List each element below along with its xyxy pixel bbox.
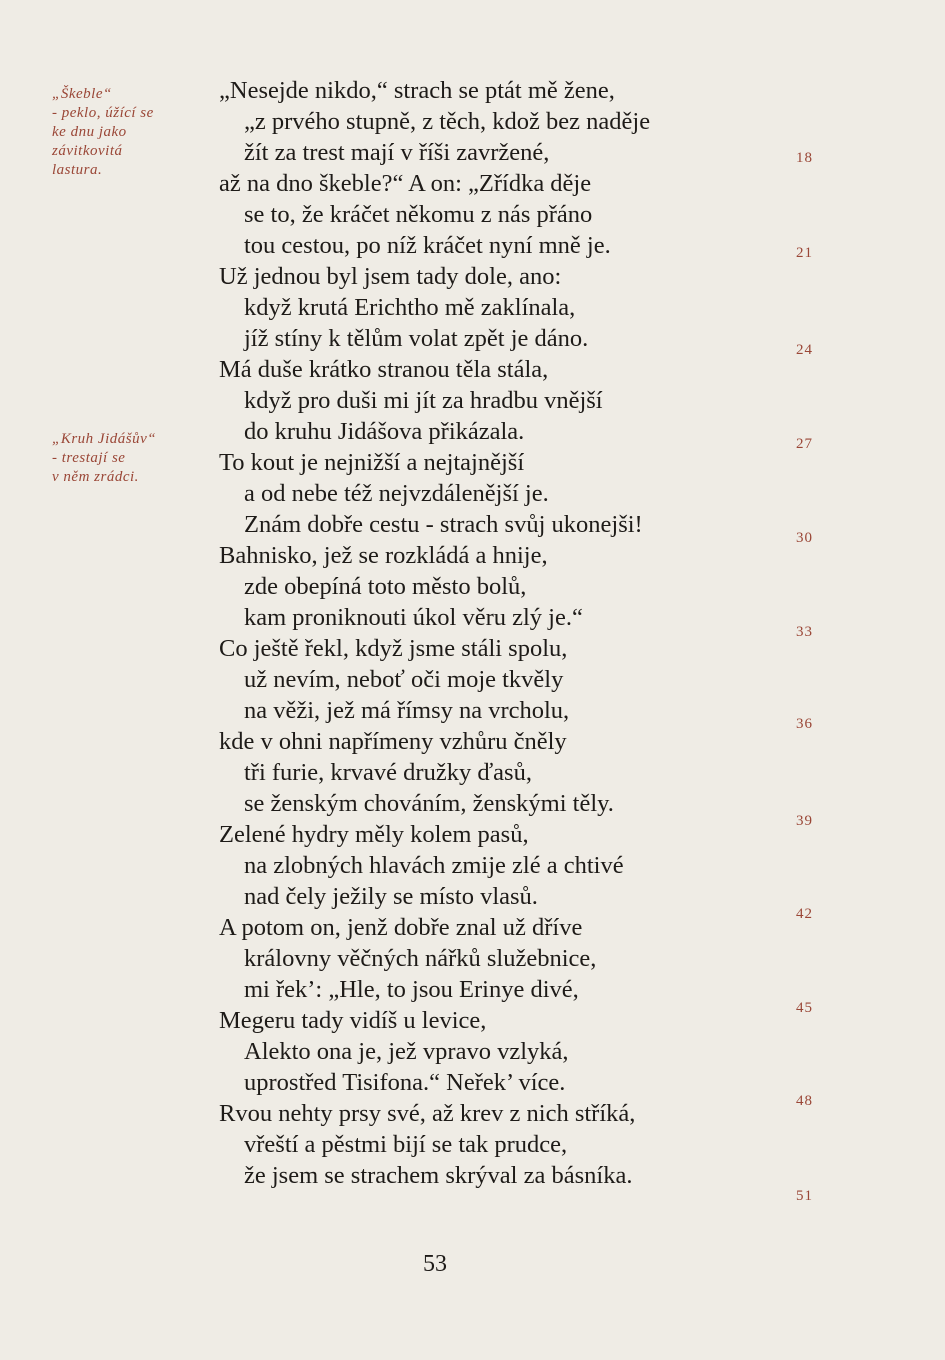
verse-line: tři furie, krvavé družky ďasů,	[244, 759, 532, 786]
verse-line: když krutá Erichtho mě zaklínala,	[244, 294, 576, 321]
verse-line: kam proniknouti úkol věru zlý je.“	[244, 604, 583, 631]
margin-note-judas-circle	[52, 430, 202, 487]
verse-line: Rvou nehty prsy své, až krev z nich stříká,	[219, 1100, 636, 1127]
verse-line: Zelené hydry měly kolem pasů,	[219, 821, 529, 848]
verse-line: jíž stíny k tělům volat zpět je dáno.	[244, 325, 589, 352]
verse-line: Bahnisko, jež se rozkládá a hnije,	[219, 542, 548, 569]
line-number: 48	[796, 1093, 813, 1109]
verse-line: Alekto ona je, jež vpravo vzlyká,	[244, 1038, 569, 1065]
margin-note-line: v něm zrádci.	[52, 469, 139, 485]
margin-note-line: - peklo, úžící se	[52, 105, 154, 121]
verse-line: tou cestou, po níž kráčet nyní mně je.	[244, 232, 611, 259]
verse-line: Znám dobře cestu - strach svůj ukonejši!	[244, 511, 643, 538]
line-number: 51	[796, 1188, 813, 1204]
verse-line: uprostřed Tisifona.“ Neřek’ více.	[244, 1069, 566, 1096]
line-number: 33	[796, 624, 813, 640]
verse-line: „Nesejde nikdo,“ strach se ptát mě žene,	[219, 77, 615, 104]
verse-line: vřeští a pěstmi bijí se tak prudce,	[244, 1131, 568, 1158]
verse-line: Megeru tady vidíš u levice,	[219, 1007, 487, 1034]
verse-line: že jsem se strachem skrýval za básníka.	[244, 1162, 633, 1189]
verse-line: žít za trest mají v říši zavržené,	[244, 139, 550, 166]
verse-line: kde v ohni napřímeny vzhůru čněly	[219, 728, 567, 755]
line-number: 45	[796, 1000, 813, 1016]
verse-line: už nevím, neboť oči moje tkvěly	[244, 666, 564, 693]
line-number: 21	[796, 245, 813, 261]
verse-line: do kruhu Jidášova přikázala.	[244, 418, 525, 445]
verse-line: nad čely ježily se místo vlasů.	[244, 883, 538, 910]
verse-line: když pro duši mi jít za hradbu vnější	[244, 387, 603, 414]
margin-note-line: „Škeble“	[52, 86, 112, 102]
verse-line: zde obepíná toto město bolů,	[244, 573, 527, 600]
verse-line: Co ještě řekl, když jsme stáli spolu,	[219, 635, 568, 662]
verse-line: Už jednou byl jsem tady dole, ano:	[219, 263, 562, 290]
page-number: 53	[423, 1251, 447, 1277]
verse-line: mi řek’: „Hle, to jsou Erinye divé,	[244, 976, 579, 1003]
verse-line: se ženským chováním, ženskými těly.	[244, 790, 614, 817]
line-number: 27	[796, 436, 813, 452]
verse-line: královny věčných nářků služebnice,	[244, 945, 597, 972]
verse-line: „z prvého stupně, z těch, kdož bez naděje	[244, 108, 651, 135]
margin-note-line: ke dnu jako	[52, 124, 127, 140]
verse-line: To kout je nejnižší a nejtajnější	[219, 449, 525, 476]
margin-note-shell	[52, 85, 202, 180]
margin-note-line: - trestají se	[52, 450, 126, 466]
verse-line: na zlobných hlavách zmije zlé a chtivé	[244, 852, 624, 879]
line-number: 30	[796, 530, 813, 546]
line-number: 18	[796, 150, 813, 166]
verse-line: a od nebe též nejvzdálenější je.	[244, 480, 549, 507]
verse-line: na věži, jež má římsy na vrcholu,	[244, 697, 570, 724]
verse-line: se to, že kráčet někomu z nás přáno	[244, 201, 593, 228]
line-number: 24	[796, 342, 813, 358]
margin-note-line: závitkovitá	[52, 143, 123, 159]
margin-note-line: lastura.	[52, 162, 103, 178]
verse-line: A potom on, jenž dobře znal už dříve	[219, 914, 583, 941]
line-number: 42	[796, 906, 813, 922]
line-number: 36	[796, 716, 813, 732]
verse-line: Má duše krátko stranou těla stála,	[219, 356, 549, 383]
line-number: 39	[796, 813, 813, 829]
verse-line: až na dno škeble?“ A on: „Zřídka děje	[219, 170, 592, 197]
margin-note-line: „Kruh Jidášův“	[52, 431, 157, 447]
